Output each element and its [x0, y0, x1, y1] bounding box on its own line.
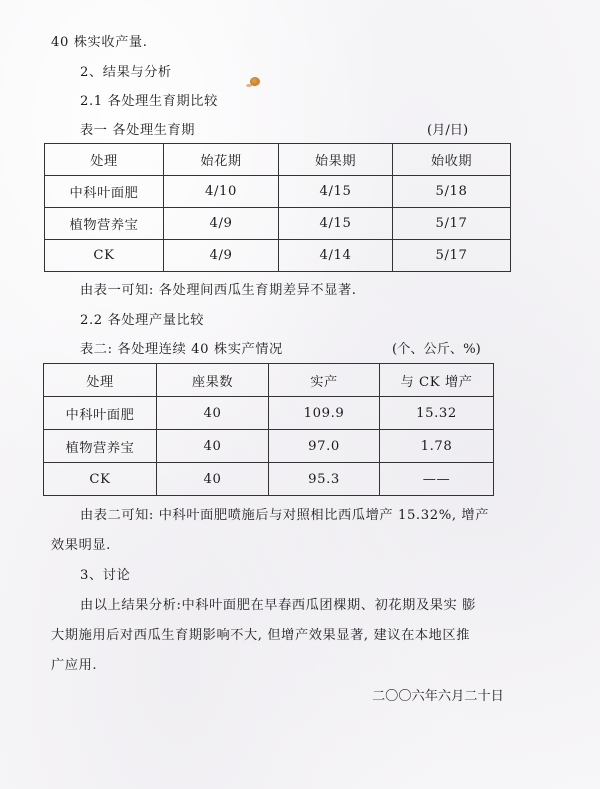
- table-cell: 4/9: [164, 208, 279, 240]
- table-cell: 植物营养宝: [45, 208, 164, 240]
- table-cell: 4/15: [279, 208, 393, 240]
- discussion-line-3: 广应用.: [51, 658, 98, 673]
- subsection-heading-2-1: 2.1 各处理生育期比较: [80, 94, 218, 109]
- header-cell: 处理: [45, 144, 164, 176]
- yield-table: [43, 363, 494, 496]
- table-cell: 4/15: [279, 176, 393, 208]
- table-cell: 40: [157, 397, 269, 430]
- table-row: [45, 208, 511, 240]
- header-cell: 处理: [44, 364, 157, 397]
- table-row: [45, 240, 511, 272]
- subsection-heading-2-2: 2.2 各处理产量比较: [80, 313, 205, 328]
- table-cell: 植物营养宝: [44, 430, 157, 463]
- table2-conclusion-line-1: 由表二可知: 中科叶面肥喷施后与对照相比西瓜增产 15.32%, 增产: [80, 508, 489, 523]
- header-cell: 实产: [269, 364, 380, 397]
- table-cell: CK: [45, 240, 164, 272]
- table-header-row: [45, 144, 511, 176]
- table-cell: 4/14: [279, 240, 393, 272]
- table-cell: 15.32: [380, 397, 494, 430]
- section-heading-results: 2、结果与分析: [80, 65, 172, 80]
- growth-period-table: [44, 143, 511, 272]
- table-cell: 5/17: [393, 208, 511, 240]
- header-cell: 始果期: [279, 144, 393, 176]
- discussion-line-2: 大期施用后对西瓜生育期影响不大, 但增产效果显著, 建议在本地区推: [51, 628, 471, 643]
- header-cell: 始花期: [164, 144, 279, 176]
- table-cell: 4/9: [164, 240, 279, 272]
- table-cell: 5/18: [393, 176, 511, 208]
- table-cell: 40: [157, 430, 269, 463]
- table1-conclusion: 由表一可知: 各处理间西瓜生育期差异不显著.: [80, 283, 357, 298]
- table-cell: 中科叶面肥: [44, 397, 157, 430]
- table-cell: 中科叶面肥: [45, 176, 164, 208]
- paper-stain-tail: [246, 84, 252, 87]
- header-cell: 与 CK 增产: [380, 364, 494, 397]
- table-cell: 40: [157, 463, 269, 496]
- table-cell: CK: [44, 463, 157, 496]
- discussion-line-1: 由以上结果分析:中科叶面肥在早春西瓜团棵期、初花期及果实 膨: [80, 598, 476, 613]
- table-cell: 109.9: [269, 397, 380, 430]
- table-header-row: [44, 364, 494, 397]
- section-heading-discussion: 3、讨论: [80, 568, 131, 583]
- table-cell: 1.78: [380, 430, 494, 463]
- table-cell: 5/17: [393, 240, 511, 272]
- table-row: [44, 463, 494, 496]
- table2-conclusion-line-2: 效果明显.: [51, 538, 111, 553]
- table-row: [45, 176, 511, 208]
- table-row: [44, 430, 494, 463]
- table-row: [44, 397, 494, 430]
- header-cell: 始收期: [393, 144, 511, 176]
- table-cell: 4/10: [164, 176, 279, 208]
- table2-caption: 表二: 各处理连续 40 株实产情况: [80, 342, 283, 357]
- table-cell: 97.0: [269, 430, 380, 463]
- header-cell: 座果数: [157, 364, 269, 397]
- table1-unit: (月/日): [427, 123, 469, 138]
- document-date: 二〇〇六年六月二十日: [372, 689, 504, 704]
- table-cell: ——: [380, 463, 494, 496]
- table2-unit: (个、公斤、%): [392, 342, 481, 357]
- table1-caption: 表一 各处理生育期: [80, 123, 196, 138]
- text-line-yield: 40 株实收产量.: [51, 35, 148, 50]
- table-cell: 95.3: [269, 463, 380, 496]
